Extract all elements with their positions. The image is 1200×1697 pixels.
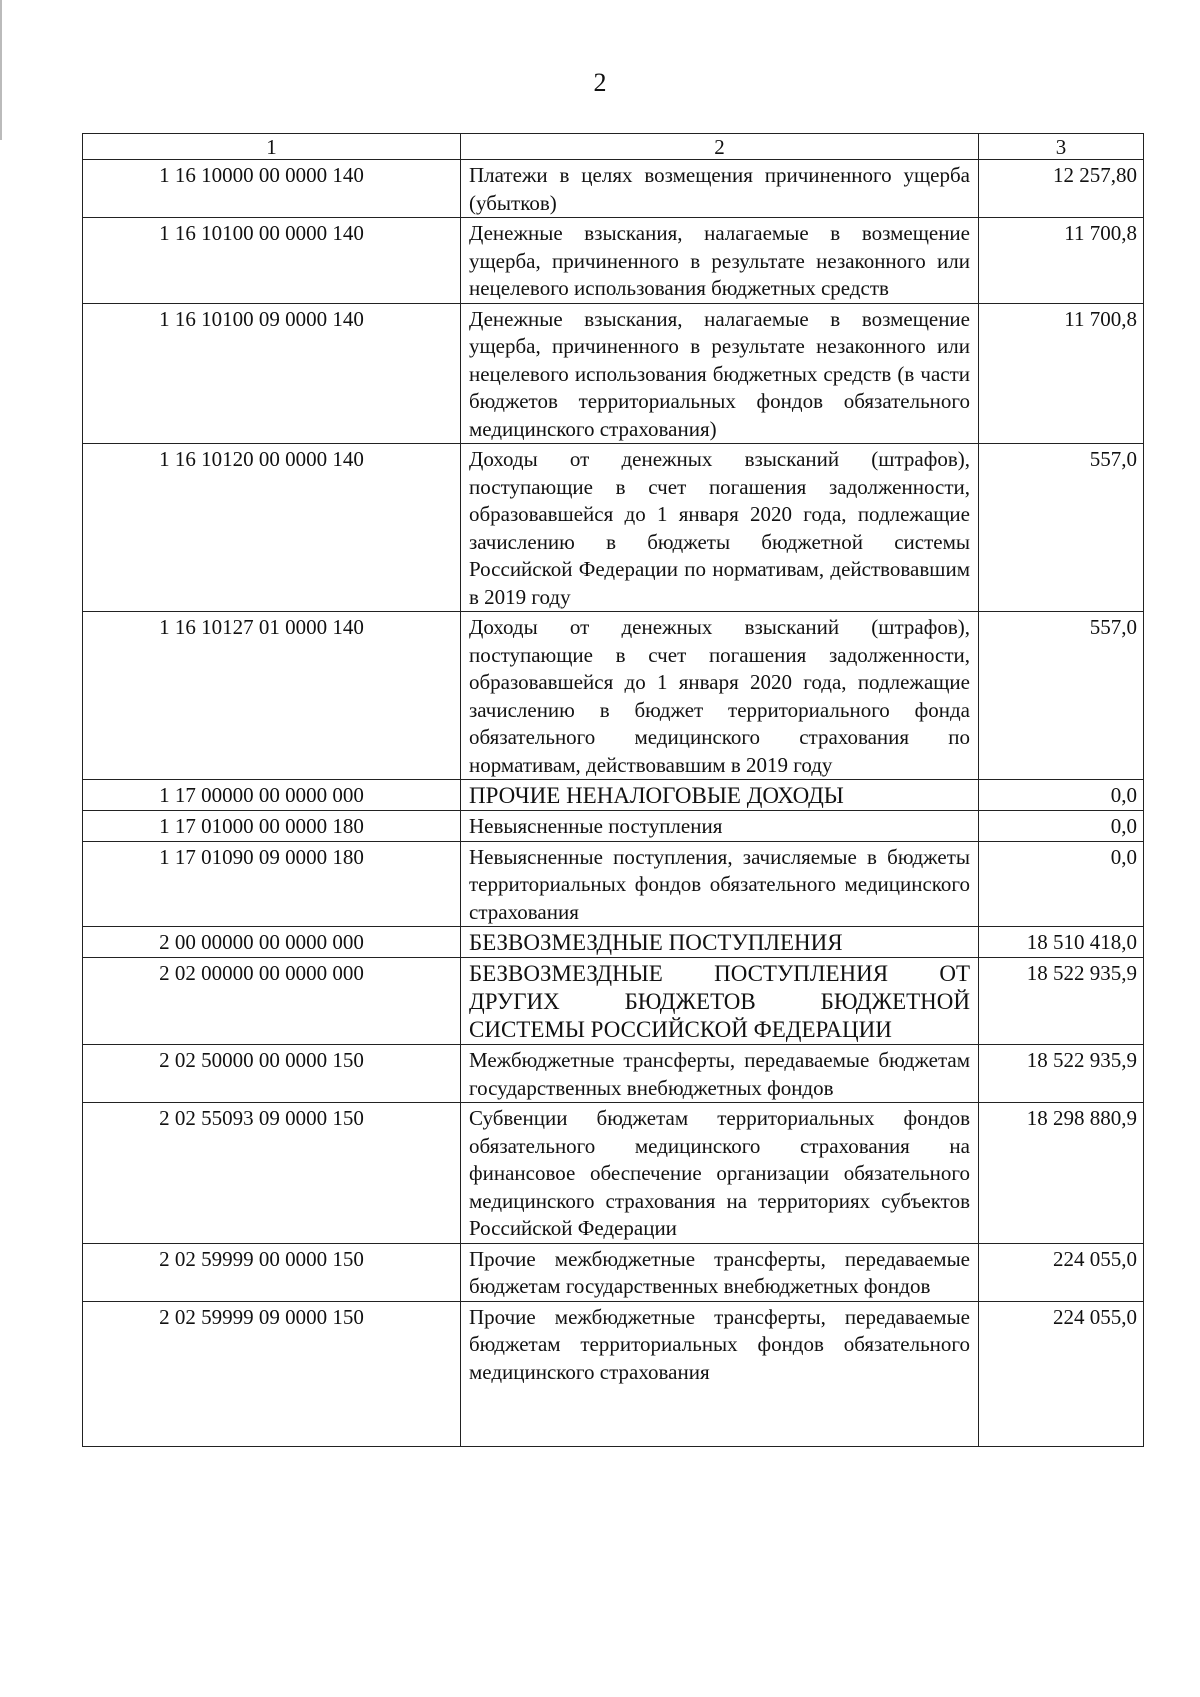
budget-code: 2 02 00000 00 0000 000 <box>83 958 461 1045</box>
amount: 224 055,0 <box>979 1301 1144 1446</box>
revenue-name: Прочие межбюджетные трансферты, передаваемые бюджетам территориальных фондов обязательного медицинского страхования <box>461 1301 979 1446</box>
amount: 18 522 935,9 <box>979 1045 1144 1103</box>
table-row <box>83 303 1144 444</box>
amount: 0,0 <box>979 780 1144 811</box>
budget-code: 1 16 10120 00 0000 140 <box>83 444 461 612</box>
revenue-name: Прочие межбюджетные трансферты, передаваемые бюджетам государственных внебюджетных фондов <box>461 1243 979 1301</box>
budget-code: 2 02 50000 00 0000 150 <box>83 1045 461 1103</box>
budget-code: 1 16 10000 00 0000 140 <box>83 160 461 218</box>
table-row <box>83 1301 1144 1446</box>
table-row <box>83 444 1144 612</box>
amount: 18 298 880,9 <box>979 1103 1144 1244</box>
table-row <box>83 160 1144 218</box>
amount: 557,0 <box>979 444 1144 612</box>
amount: 0,0 <box>979 811 1144 842</box>
table-row <box>83 958 1144 1045</box>
amount: 11 700,8 <box>979 218 1144 304</box>
budget-code: 2 02 55093 09 0000 150 <box>83 1103 461 1244</box>
revenue-name: Доходы от денежных взысканий (штрафов), поступающие в счет погашения задолженности, образовавшейся до 1 января 2020 года, подлежащие зачислению в бюджет территориального фонда обязательного медицинского страхования по нормативам, действовавшим в 2019 году <box>461 612 979 780</box>
budget-code: 1 16 10100 09 0000 140 <box>83 303 461 444</box>
amount: 18 510 418,0 <box>979 927 1144 958</box>
amount: 18 522 935,9 <box>979 958 1144 1045</box>
table-row <box>83 218 1144 304</box>
column-header-1: 1 <box>83 134 461 160</box>
budget-code: 1 17 00000 00 0000 000 <box>83 780 461 811</box>
amount: 12 257,80 <box>979 160 1144 218</box>
revenue-name: Невыясненные поступления, зачисляемые в бюджеты территориальных фондов обязательного медицинского страхования <box>461 841 979 927</box>
page-number: 2 <box>593 68 607 97</box>
table-row <box>83 1045 1144 1103</box>
revenue-name: Межбюджетные трансферты, передаваемые бюджетам государственных внебюджетных фондов <box>461 1045 979 1103</box>
budget-code: 2 02 59999 09 0000 150 <box>83 1301 461 1446</box>
revenue-name: Доходы от денежных взысканий (штрафов), поступающие в счет погашения задолженности, образовавшейся до 1 января 2020 года, подлежащие зачислению в бюджеты бюджетной системы Российской Федерации по нормативам, действовавшим в 2019 году <box>461 444 979 612</box>
revenue-name: ПРОЧИЕ НЕНАЛОГОВЫЕ ДОХОДЫ <box>461 780 979 811</box>
table-row <box>83 811 1144 842</box>
table-row <box>83 927 1144 958</box>
revenue-name: БЕЗВОЗМЕЗДНЫЕ ПОСТУПЛЕНИЯ <box>461 927 979 958</box>
budget-code: 2 00 00000 00 0000 000 <box>83 927 461 958</box>
revenue-table <box>82 133 1144 1447</box>
column-header-3: 3 <box>979 134 1144 160</box>
budget-code: 1 17 01090 09 0000 180 <box>83 841 461 927</box>
budget-code: 1 16 10127 01 0000 140 <box>83 612 461 780</box>
budget-code: 1 16 10100 00 0000 140 <box>83 218 461 304</box>
revenue-name: Невыясненные поступления <box>461 811 979 842</box>
revenue-name: Субвенции бюджетам территориальных фондов обязательного медицинского страхования на финансовое обеспечение организации обязательного медицинского страхования на территориях субъектов Российской Федерации <box>461 1103 979 1244</box>
budget-code: 1 17 01000 00 0000 180 <box>83 811 461 842</box>
revenue-name: Денежные взыскания, налагаемые в возмещение ущерба, причиненного в результате незаконного или нецелевого использования бюджетных средств <box>461 218 979 304</box>
table-row <box>83 612 1144 780</box>
budget-code: 2 02 59999 00 0000 150 <box>83 1243 461 1301</box>
revenue-name: Денежные взыскания, налагаемые в возмещение ущерба, причиненного в результате незаконного или нецелевого использования бюджетных средств (в части бюджетов территориальных фондов обязательного медицинского страхования) <box>461 303 979 444</box>
column-header-2: 2 <box>461 134 979 160</box>
amount: 0,0 <box>979 841 1144 927</box>
table-row <box>83 841 1144 927</box>
table-row <box>83 780 1144 811</box>
revenue-name: Платежи в целях возмещения причиненного ущерба (убытков) <box>461 160 979 218</box>
revenue-name: БЕЗВОЗМЕЗДНЫЕ ПОСТУПЛЕНИЯ ОТ ДРУГИХ БЮДЖЕТОВ БЮДЖЕТНОЙ СИСТЕМЫ РОССИЙСКОЙ ФЕДЕРАЦИИ <box>461 958 979 1045</box>
amount: 11 700,8 <box>979 303 1144 444</box>
table-row <box>83 1103 1144 1244</box>
amount: 557,0 <box>979 612 1144 780</box>
table-header-row <box>83 134 1144 160</box>
amount: 224 055,0 <box>979 1243 1144 1301</box>
table-row <box>83 1243 1144 1301</box>
